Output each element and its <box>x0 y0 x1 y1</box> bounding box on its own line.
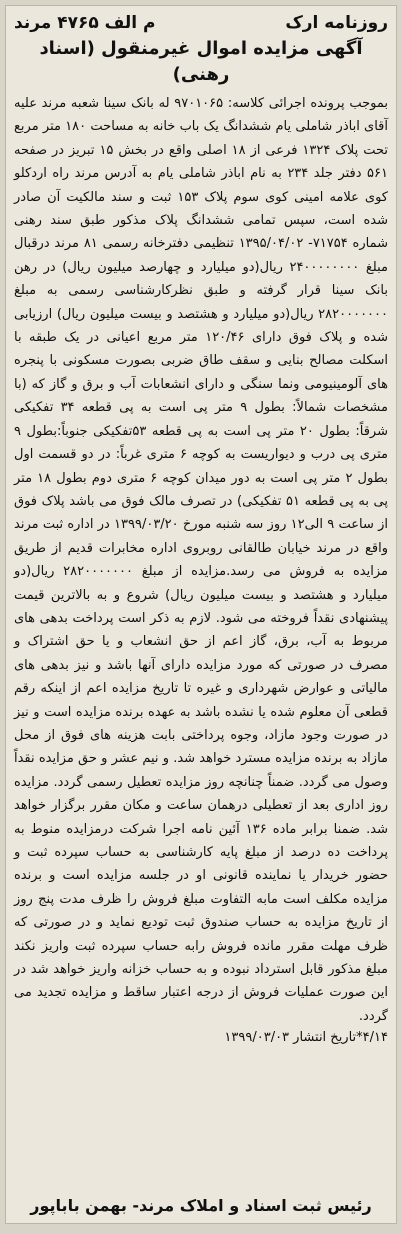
newspaper-clipping <box>5 5 397 1224</box>
publish-date: ۴/۱۴*تاریخ انتشار ۱۳۹۹/۰۳/۰۳ <box>224 1030 388 1046</box>
notice-body: بموجب پرونده اجرائی کلاسه: ۹۷۰۱۰۶۵ له بانک سینا شعبه مرند علیه آقای اباذر شاملی یام ششدانگ یک باب خانه به مساحت ۱۸۰ متر مربع تحت پلاک ۱۳۲۴ فرعی از ۱۸ اصلی واقع در بخش ۱۵ تبریز در صفحه ۵۶۱ دفتر جلد ۲۳۴ به نام اباذر شاملی یام به آدرس مرند راه اردکلو کوی علامه امینی کوی سوم پلاک ۱۵۳ ثبت و سند مالکیت آن صادر شده است، سپس تمامی ششدانگ پلاک مذکور طبق سند رهنی شماره ۷۱۷۵۴- ۱۳۹۵/۰۴/۰۲ تنظیمی دفترخانه رسمی ۸۱ مرند درقبال مبلغ ۲۴۰۰۰۰۰۰۰۰ ریال(دو میلیارد و چهارصد میلیون ریال) در رهن بانک سینا قرار گرفته و طبق نظرکارشناسی رسمی به مبلغ ۲۸۲۰۰۰۰۰۰۰ ریال(دو میلیارد و هشتصد و بیست میلیون ریال) ارزیابی شده و پلاک فوق دارای ۱۲۰/۴۶ متر مربع اعیانی در یک طبقه با اسکلت مصالح بنایی و سقف طاق ضربی بصورت مسکونی با پنجره های آلومینیومی ونما سنگی و دارای انشعابات آب و برق و گاز که (با مشخصات شمالاً: بطول ۹ متر پی است به پی قطعه ۳۴ تفکیکی شرقاً: بطول ۲۰ متر پی است به پی قطعه ۵۳تفکیکی جنوباً:بطول ۹ متری پی درب و دیواریست به کوچه ۶ متری غرباً: در دو قسمت اول بطول ۲ متر پی است به دور میدان کوچه ۶ متری دوم بطول ۱۸ متر پی به پی قطعه ۵۱ تفکیکی) در تصرف مالک فوق می باشد پلاک فوق از ساعت ۹ الی۱۲ روز سه شنبه مورخ ۱۳۹۹/۰۳/۲۰ در اداره ثبت مرند واقع در مرند خیابان طالقانی روبروی اداره مخابرات قدیم از طریق مزایده به فروش می رسد.مزایده از مبلغ ۲۸۲۰۰۰۰۰۰۰ ریال(دو میلیارد و هشتصد و بیست میلیون ریال) شروع و به بالاترین قیمت پیشنهادی نقداً فروخته می شود. لازم به ذکر است پرداخت بدهی های مربوط به آب، برق، گاز اعم از حق انشعاب و یا حق اشتراک و مصرف در صورتی که مورد مزایده دارای آنها باشد و نیز بدهی های مالیاتی و عوارض شهرداری و غیره تا تاریخ مزایده اعم از اینکه رقم قطعی آن معلوم شده یا نشده باشد به عهده برنده مزایده است و نیز در صورت وجود مازاد، وجوه پرداختی بابت هزینه های فوق از محل مازاد به برنده مزایده مسترد خواهد شد. و نیم عشر و حق مزایده نقداً وصول می گردد. ضمناً چنانچه روز مزایده تعطیل رسمی گردد. مزایده روز اداری بعد از تعطیلی درهمان ساعت و مکان مقرر برگزار خواهد شد. ضمنا برابر ماده ۱۳۶ آئین نامه اجرا شرکت درمزایده منوط به پرداخت ده درصد از مبلغ پایه کارشناسی به حساب سپرده ثبت و حضور خریدار یا نماینده قانونی او در جلسه مزایده است و برنده مزایده مکلف است مابه التفاوت مبلغ فروش را ظرف مدت پنج روز از تاریخ مزایده به حساب صندوق ثبت تودیع نماید و در صورتی که ظرف مهلت مقرر مانده فروش رابه حساب سپرده ثبت واریز نکند مبلغ مذکور قابل استرداد نبوده و به حساب خزانه واریز خواهد شد در این صورت عملیات فروش از درجه اعتبار ساقط و مزایده تجدید می گردد. <box>9 96 389 1024</box>
notice-title: آگهی مزایده اموال غیرمنقول (اسناد رهنی) <box>39 38 363 85</box>
header-row <box>14 12 388 34</box>
notice-number: م الف ۴۷۶۵ مرند <box>14 13 156 33</box>
newspaper-name: روزنامه ارک <box>285 13 388 33</box>
signature-line: رئیس ثبت اسناد و املاک مرند- بهمن باباپور <box>30 1196 372 1215</box>
